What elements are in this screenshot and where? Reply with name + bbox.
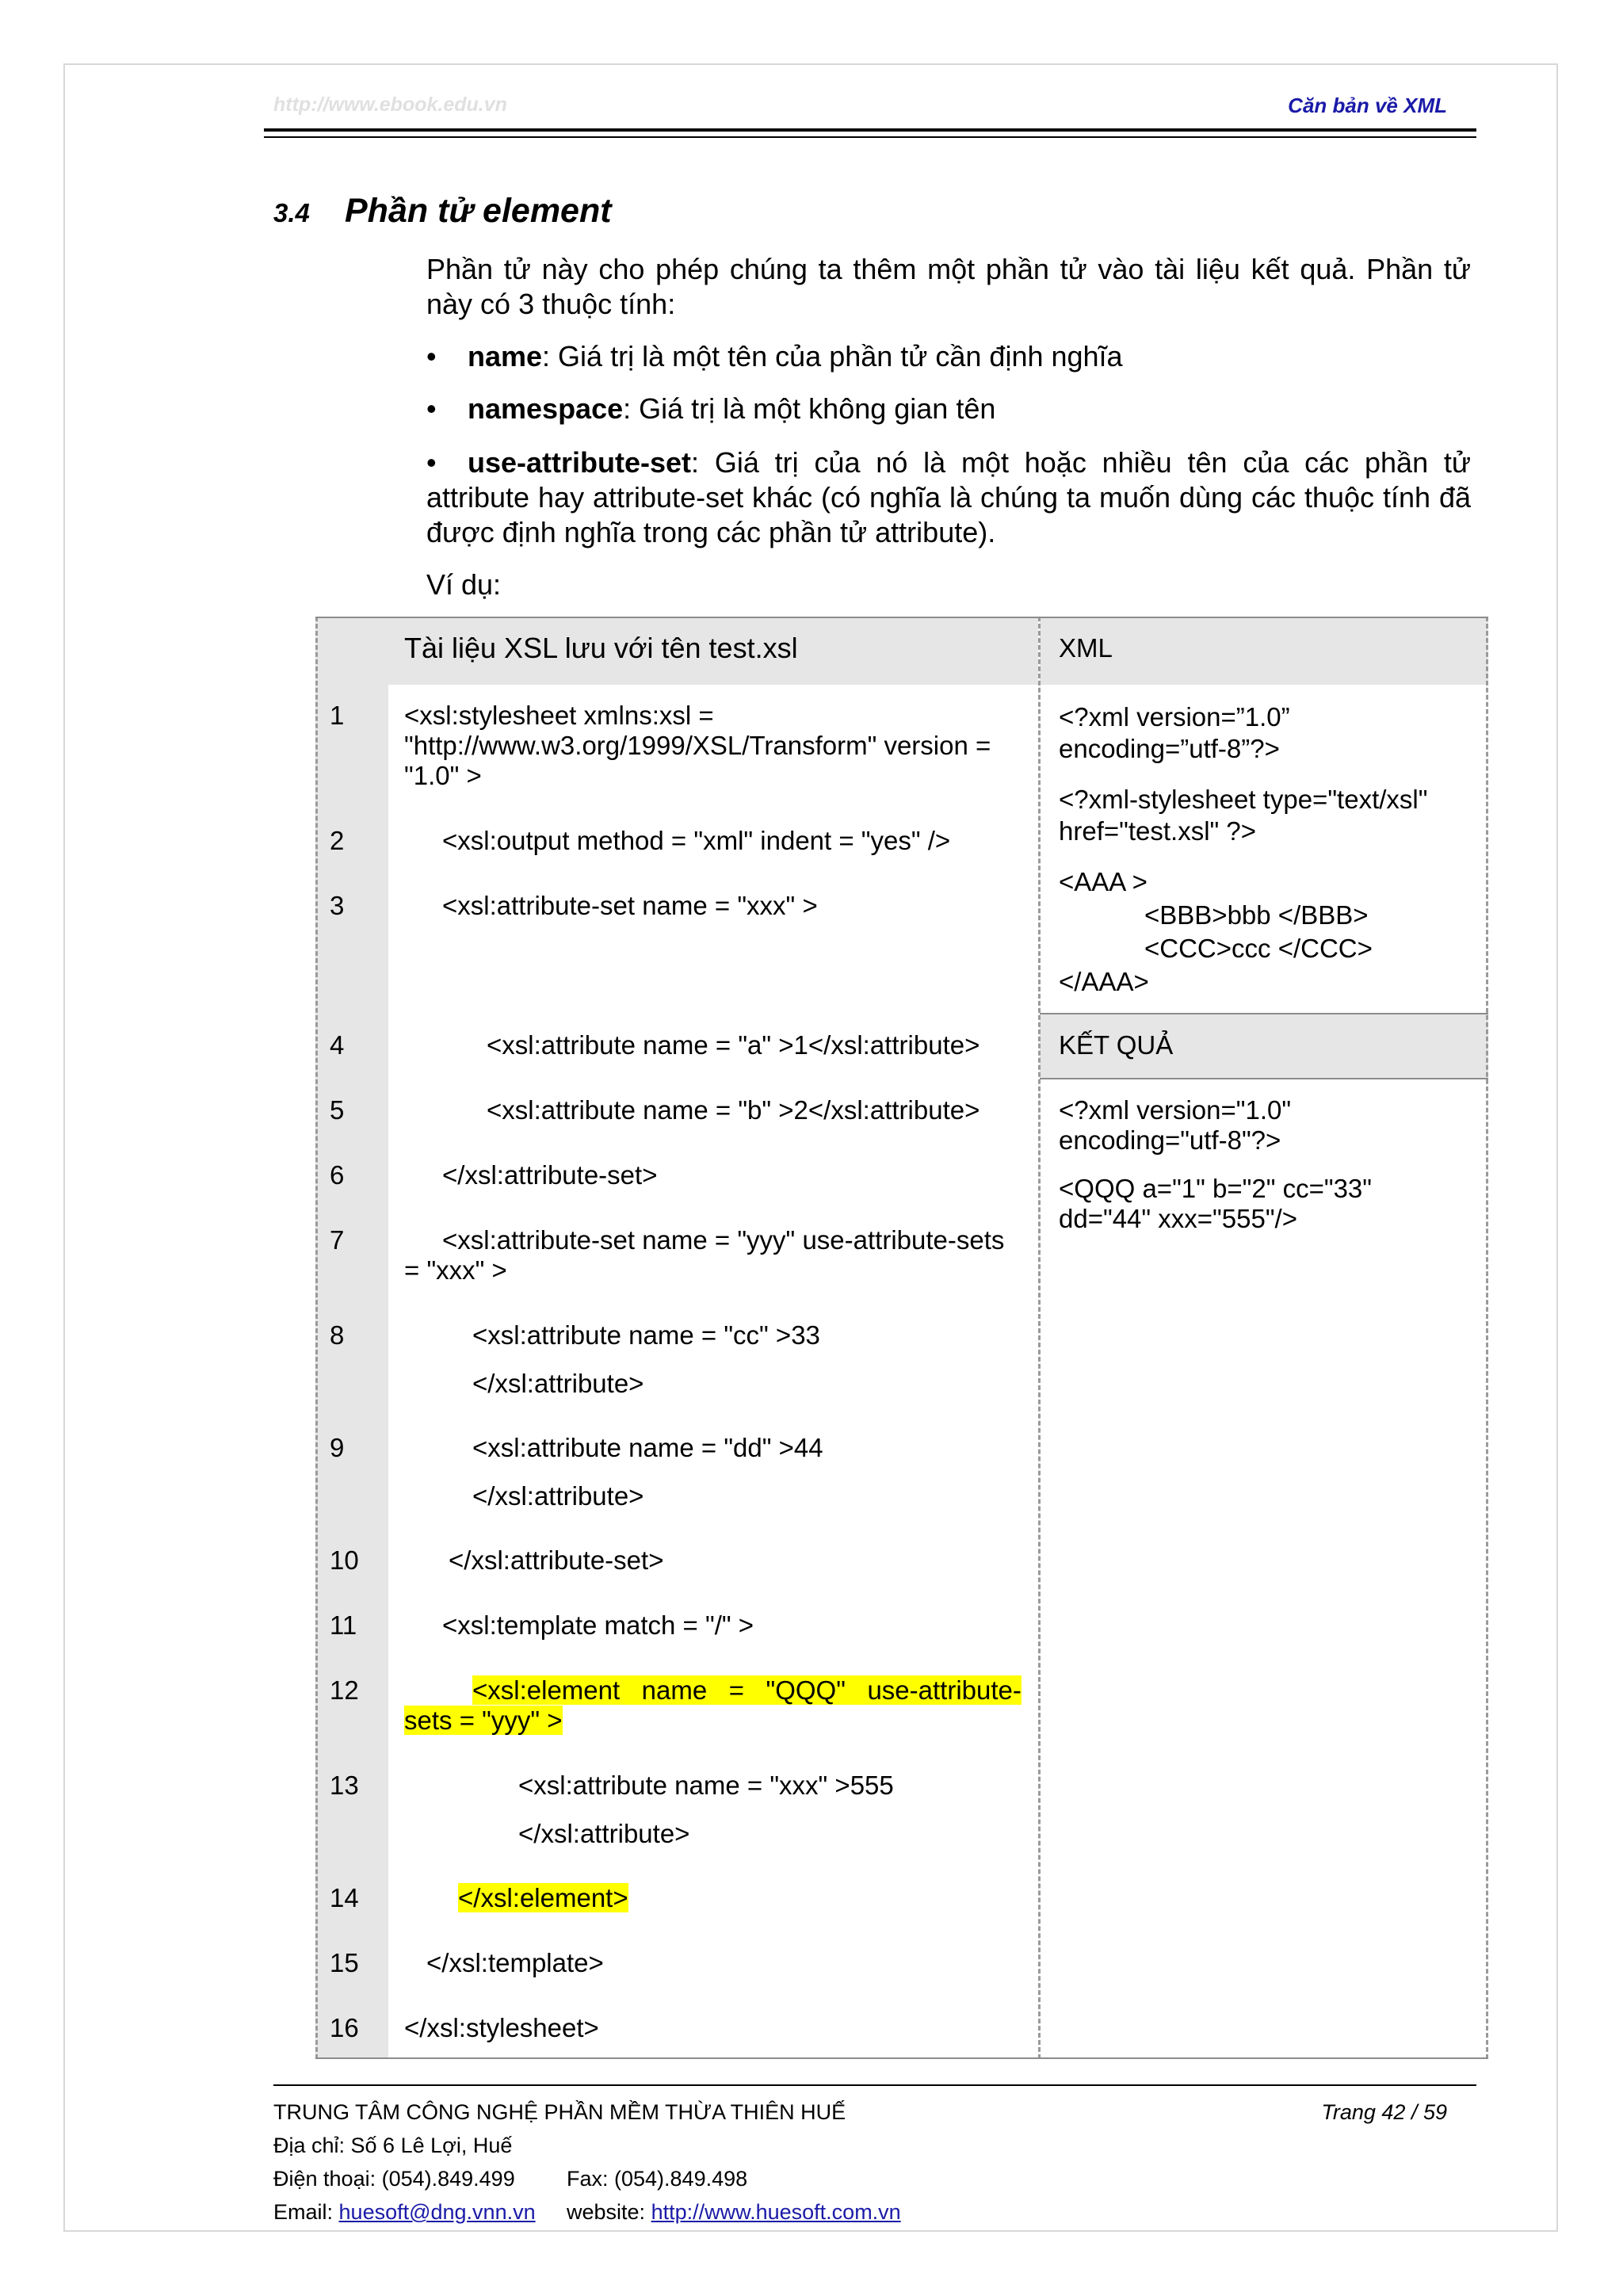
line-number-column [315, 617, 388, 2059]
table-divider [1038, 617, 1041, 2059]
bullet-desc: : Giá trị là một không gian tên [623, 392, 996, 425]
code-line: </xsl:stylesheet> [404, 2013, 599, 2042]
line-number: 8 [330, 1320, 345, 1350]
footer-website-link[interactable]: http://www.huesoft.com.vn [651, 2200, 901, 2224]
header-title: Căn bản về XML [1288, 94, 1447, 117]
xml-line: href="test.xsl" ?> [1059, 816, 1257, 846]
bullet-desc: : Giá trị là một tên của phần tử cần định nghĩa [542, 340, 1123, 372]
example-label: Ví dụ: [426, 568, 502, 601]
line-number: 16 [330, 2013, 359, 2042]
xml-line: <AAA > [1059, 867, 1148, 896]
highlighted-code: sets = "yyy" > [404, 1706, 563, 1735]
code-line: "http://www.w3.org/1999/XSL/Transform" version = [404, 731, 991, 760]
footer-rule [273, 2084, 1476, 2086]
code-line: <xsl:attribute name = "b" >2</xsl:attribute> [487, 1095, 980, 1125]
footer-page-number: Trang 42 / 59 [1321, 2100, 1447, 2124]
line-number: 12 [330, 1675, 359, 1705]
code-line: </xsl:attribute> [472, 1481, 644, 1511]
bullet-dot-icon: • [426, 392, 437, 425]
bullet-name [426, 339, 1471, 374]
code-line: <xsl:output method = "xml" indent = "yes" /> [442, 826, 951, 855]
code-line: </xsl:attribute> [518, 1819, 690, 1848]
code-line-highlighted [472, 1675, 1022, 1706]
line-number: 5 [330, 1095, 345, 1125]
result-border-bottom [1040, 1078, 1488, 1079]
footer-org: TRUNG TÂM CÔNG NGHỆ PHẦN MỀM THỪA THIÊN HUẾ [273, 2100, 846, 2124]
line-number: 2 [330, 826, 345, 855]
bullet-desc: : Giá trị của nó là một hoặc nhiều tên của các phần tử attribute hay attribute-set khác (có nghĩa là chúng ta muốn dùng các thuộc tính đã được định nghĩa trong các phần tử attribute). [426, 446, 1471, 548]
footer-email-label: Email: [273, 2200, 339, 2224]
result-line: <QQQ a="1" b="2" cc="33" [1059, 1174, 1373, 1203]
code-line: <xsl:attribute name = "a" >1</xsl:attribute> [487, 1030, 980, 1060]
intro-paragraph: Phần tử này cho phép chúng ta thêm một phần tử vào tài liệu kết quả. Phần tử này có 3 thuộc tính: [426, 253, 1471, 320]
result-line: encoding="utf-8"?> [1059, 1125, 1281, 1155]
bullet-term: namespace [468, 392, 624, 425]
footer-website-label: website: [567, 2200, 651, 2224]
code-line-highlighted [404, 1705, 563, 1736]
code-line: <xsl:attribute name = "cc" >33 [472, 1320, 820, 1350]
result-header: KẾT QUẢ [1059, 1030, 1174, 1060]
header-rule [264, 128, 1476, 132]
line-number: 9 [330, 1433, 345, 1462]
code-line: <xsl:stylesheet xmlns:xsl = [404, 701, 714, 730]
header-rule-thin [264, 136, 1476, 138]
section-title [273, 192, 612, 231]
line-number: 4 [330, 1030, 345, 1060]
bullet-dot-icon: • [426, 340, 437, 372]
bullet-dot-icon: • [426, 446, 437, 479]
xsl-header: Tài liệu XSL lưu với tên test.xsl [404, 632, 798, 664]
table-border-top [315, 617, 1488, 618]
footer-fax: Fax: (054).849.498 [567, 2167, 748, 2191]
code-line: </xsl:template> [426, 1948, 604, 1977]
line-number: 1 [330, 701, 345, 730]
line-number: 7 [330, 1225, 345, 1255]
xml-line: <CCC>ccc </CCC> [1144, 934, 1373, 963]
code-line: <xsl:attribute name = "xxx" >555 [518, 1771, 894, 1800]
header-url: http://www.ebook.edu.vn [273, 94, 507, 116]
code-line: <xsl:template match = "/" > [442, 1610, 754, 1640]
footer-email [273, 2199, 536, 2225]
code-line-highlighted [458, 1882, 628, 1914]
line-number: 13 [330, 1771, 359, 1800]
line-number: 3 [330, 891, 345, 920]
footer-address: Địa chỉ: Số 6 Lê Lợi, Huế [273, 2134, 513, 2157]
table-border-right [1486, 617, 1488, 2059]
bullet-term: use-attribute-set [468, 446, 692, 479]
line-number: 10 [330, 1545, 359, 1575]
xml-header: XML [1059, 633, 1113, 663]
line-number: 14 [330, 1883, 359, 1912]
line-number: 15 [330, 1948, 359, 1977]
table-border-left [315, 617, 318, 2059]
code-line: <xsl:attribute-set name = "yyy" use-attribute-sets [442, 1225, 1005, 1255]
code-line: = "xxx" > [404, 1255, 507, 1285]
result-border-top [1040, 1013, 1488, 1014]
code-line: </xsl:attribute-set> [449, 1545, 664, 1575]
xml-line: <?xml version=”1.0” [1059, 702, 1290, 732]
code-line: </xsl:attribute> [472, 1369, 644, 1398]
section-number: 3.4 [273, 198, 310, 227]
line-number: 11 [330, 1610, 357, 1640]
highlighted-code: </xsl:element> [458, 1883, 628, 1912]
xml-line: <?xml-stylesheet type="text/xsl" [1059, 785, 1428, 814]
bullet-use-attribute-set [426, 445, 1471, 550]
example-table [315, 617, 1488, 2059]
xml-line: <BBB>bbb </BBB> [1144, 900, 1369, 930]
highlighted-code: <xsl:element name = "QQQ" use-attribute- [472, 1675, 1022, 1705]
xml-line: </AAA> [1059, 967, 1149, 996]
result-line: dd="44" xxx="555"/> [1059, 1204, 1297, 1233]
footer-email-link[interactable]: huesoft@dng.vnn.vn [338, 2200, 536, 2224]
code-line: <xsl:attribute name = "dd" >44 [472, 1433, 823, 1462]
xml-line: encoding=”utf-8”?> [1059, 734, 1280, 763]
code-line: "1.0" > [404, 761, 482, 790]
section-title-text: Phần tử element [345, 192, 612, 230]
line-number: 6 [330, 1160, 345, 1190]
footer-phone: Điện thoại: (054).849.499 [273, 2167, 515, 2191]
bullet-term: name [468, 340, 543, 372]
code-line: </xsl:attribute-set> [442, 1160, 658, 1190]
footer-website [567, 2199, 901, 2225]
result-line: <?xml version="1.0" [1059, 1095, 1292, 1125]
table-border-bottom [315, 2057, 1488, 2059]
code-line: <xsl:attribute-set name = "xxx" > [442, 891, 818, 920]
bullet-namespace [426, 392, 1471, 426]
